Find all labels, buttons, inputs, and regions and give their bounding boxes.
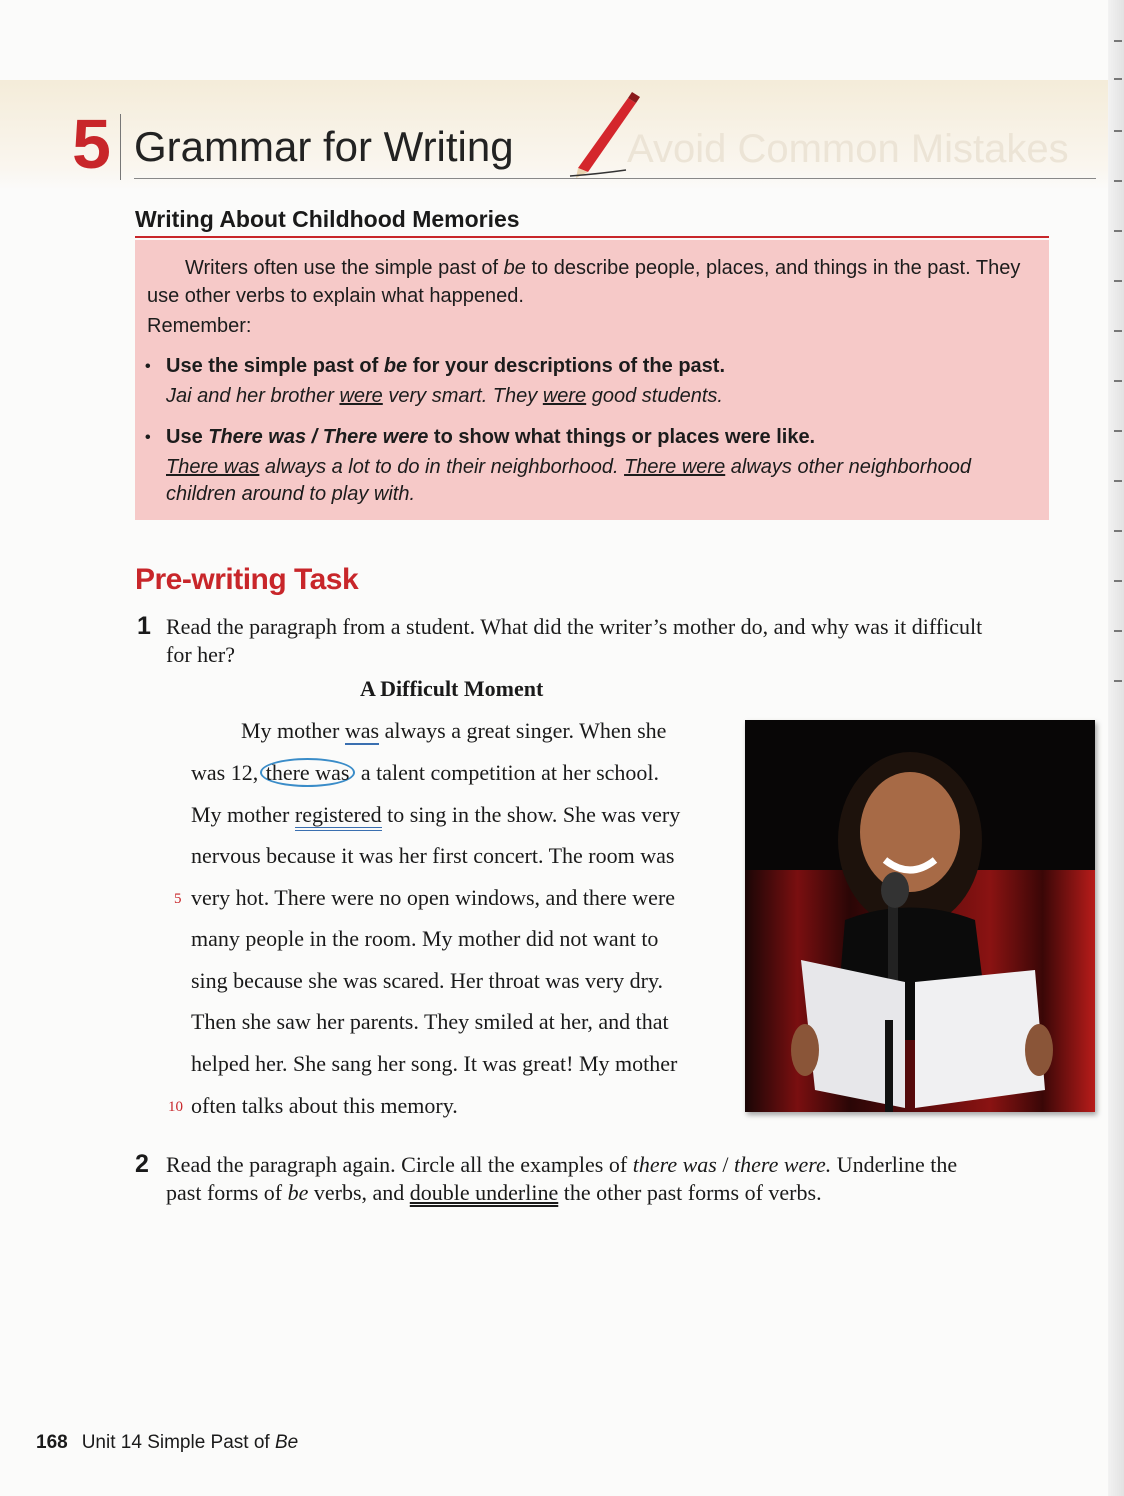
footer-unit: Unit 14 <box>81 1432 142 1453</box>
page-footer <box>36 1432 298 1454</box>
box-intro <box>147 254 1037 310</box>
item-2-text-3: verbs, and <box>308 1180 410 1205</box>
line-text: My mother <box>191 802 295 827</box>
remember-label: Remember: <box>147 315 252 337</box>
footer-topic-be: Be <box>274 1432 299 1453</box>
line-number: 10 <box>168 1099 183 1115</box>
paragraph-line: many people in the room. My mother did not want to <box>191 926 659 951</box>
singer-photo <box>745 720 1095 1112</box>
page-edge <box>1108 0 1124 1496</box>
rule-2-sep: / <box>306 426 323 448</box>
item-2-double-underline: double underline <box>409 1180 559 1205</box>
ex1-underlined: were <box>339 385 383 407</box>
paragraph-line: Then she saw her parents. They smiled at her, and that <box>191 1009 669 1034</box>
intro-be: be <box>503 257 526 279</box>
section-header <box>72 104 1097 184</box>
item-1-instructions: Read the paragraph from a student. What did the writer’s mother do, and why was it difficult for her? <box>166 614 983 667</box>
item-2-there-was: there was <box>632 1152 717 1177</box>
example-2 <box>166 454 1036 508</box>
ex2-text: always a lot to do in their neighborhood. <box>259 456 625 478</box>
ex1-text: Jai and her brother <box>166 385 340 407</box>
pencil-icon <box>568 90 648 180</box>
rule-1-text-2: for your descriptions of the past. <box>407 355 725 377</box>
bleed-through-title: Avoid Common Mistakes <box>627 127 1069 171</box>
rule-2 <box>166 423 815 451</box>
ex1-text-2: very smart. They <box>382 385 543 407</box>
task-title: Pre-writing Task <box>135 563 359 596</box>
paragraph-line <box>241 717 666 745</box>
paragraph-line <box>191 801 680 829</box>
item-2-text-2: Underline the past forms of <box>166 1152 958 1205</box>
paragraph-line: helped her. She sang her song. It was great! My mother <box>191 1051 678 1076</box>
intro-text-2: to describe people, places, and things in the past. They use other verbs to explain what happened. <box>147 257 1021 307</box>
item-2-sep: / <box>716 1152 734 1177</box>
item-2-text: Read the paragraph again. Circle all the examples of <box>166 1152 633 1177</box>
item-2-there-were: there were. <box>733 1152 832 1177</box>
paragraph-line: often talks about this memory. <box>191 1093 458 1118</box>
box-rule <box>135 236 1049 238</box>
rule-1 <box>166 352 725 380</box>
rule-2-there-was: There was <box>208 426 307 448</box>
page-number: 168 <box>36 1432 68 1453</box>
item-2-instructions <box>166 1151 996 1207</box>
ex2-underlined: There was <box>166 456 260 478</box>
item-2-text-4: the other past forms of verbs. <box>558 1180 822 1205</box>
paragraph-line <box>191 759 659 787</box>
rule-2-text-2: to show what things or places were like. <box>428 426 816 448</box>
line-number: 5 <box>174 891 182 907</box>
section-number: 5 <box>72 105 111 183</box>
grammar-box <box>135 240 1049 520</box>
section-title: Grammar for Writing <box>134 123 514 170</box>
paragraph-title: A Difficult Moment <box>360 676 544 701</box>
rule-1-text: Use the simple past of <box>166 355 384 377</box>
ex2-text-2: always other neighborhood children around to play with. <box>166 456 971 505</box>
line-text: was 12, <box>191 760 264 785</box>
ex2-underlined-2: There were <box>624 456 726 478</box>
paragraph-line: nervous because it was her first concert. The room was <box>191 843 675 868</box>
line-text: a talent competition at her school. <box>355 760 660 785</box>
ex1-text-3: good students. <box>586 385 723 407</box>
double-underlined-verb: registered <box>295 802 382 831</box>
header-rule <box>134 178 1096 179</box>
rule-1-be: be <box>383 355 408 377</box>
paragraph-line: sing because she was scared. Her throat was very dry. <box>191 968 664 993</box>
underlined-be: was <box>344 718 380 743</box>
rule-2-there-were: There were <box>322 426 429 448</box>
intro-text: Writers often use the simple past of <box>185 257 504 279</box>
line-text: always a great singer. When she <box>379 718 667 743</box>
item-2-number: 2 <box>135 1150 149 1178</box>
line-text: to sing in the show. She was very <box>381 802 681 827</box>
box-heading: Writing About Childhood Memories <box>135 206 520 232</box>
header-divider <box>120 114 121 180</box>
paragraph-line: very hot. There were no open windows, and there were <box>191 885 676 910</box>
line-text: My mother <box>241 718 345 743</box>
item-2-be: be <box>287 1180 309 1205</box>
item-1-number: 1 <box>137 612 151 640</box>
circled-there-was: there was <box>260 758 356 787</box>
bullet: • <box>145 429 151 446</box>
example-1 <box>166 383 1036 410</box>
footer-topic: Simple Past of <box>147 1432 275 1453</box>
ex1-underlined-2: were <box>542 385 587 407</box>
bullet: • <box>145 358 151 375</box>
rule-2-text: Use <box>166 426 209 448</box>
